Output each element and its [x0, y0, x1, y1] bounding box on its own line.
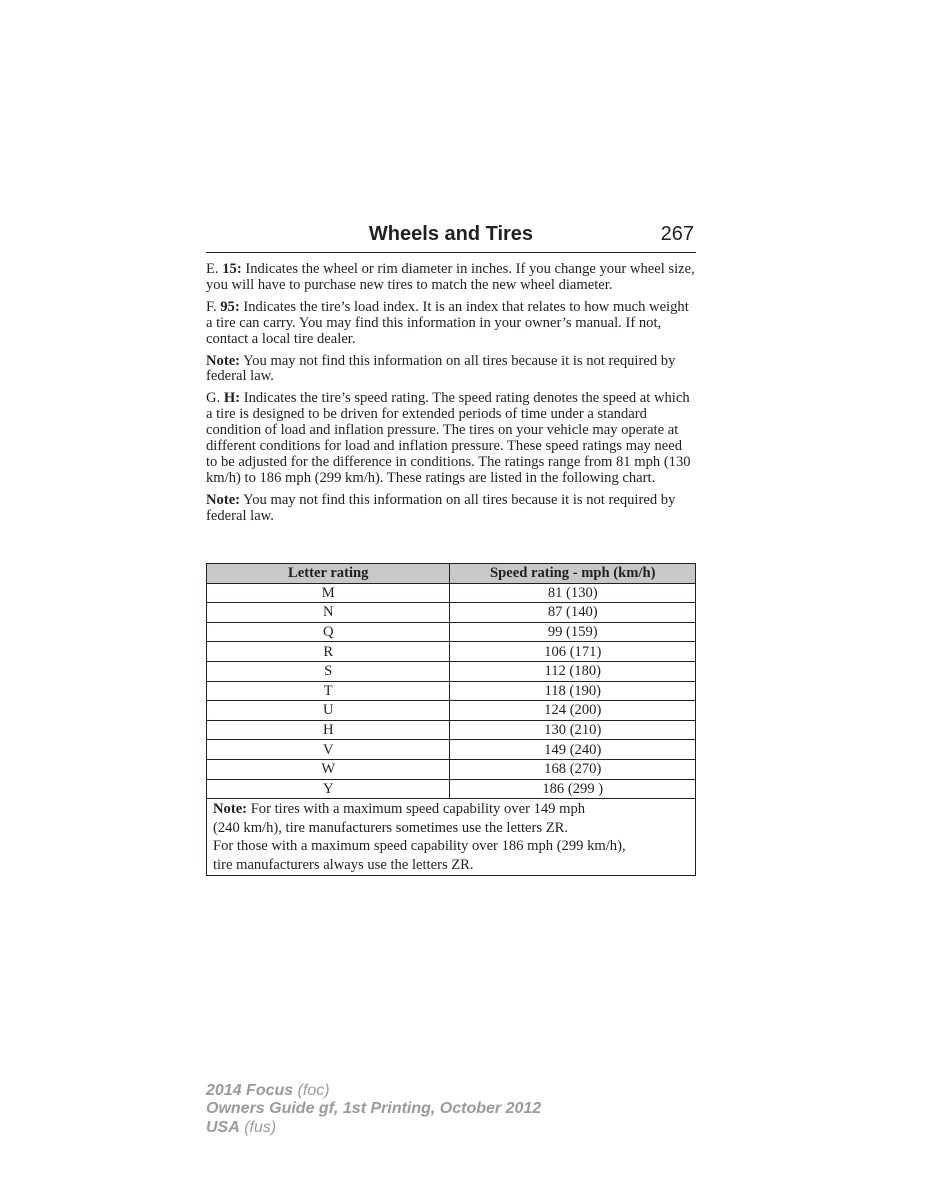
- speed-cell: 124 (200): [450, 701, 696, 721]
- table-row: [207, 642, 696, 662]
- speed-cell: 99 (159): [450, 622, 696, 642]
- letter-cell: U: [207, 701, 450, 721]
- page-footer: [206, 1082, 541, 1137]
- letter-cell: N: [207, 603, 450, 623]
- term-95: 95:: [220, 298, 240, 315]
- letter-cell: Q: [207, 622, 450, 642]
- table-row: [207, 661, 696, 681]
- letter-cell: Y: [207, 779, 450, 799]
- paragraph-g: G. H: Indicates the tire’s speed rating. The speed rating denotes the speed at which a tire is designed to be driven for extended periods of time under a standard condition of load and inflation pressure. The tires on your vehicle may operate at different conditions for load and inflation pressure. These speed ratings may need to be adjusted for the difference in conditions. The ratings range from 81 mph (130 km/h) to 186 mph (299 km/h). These ratings are listed in the following chart.: [206, 390, 691, 486]
- page-header: [206, 222, 696, 253]
- table-header-row: [207, 564, 696, 584]
- table-row: [207, 740, 696, 760]
- paragraph-e: E. 15: Indicates the wheel or rim diameter in inches. If you change your wheel size, you will have to purchase new tires to match the new wheel diameter.: [206, 261, 695, 293]
- speed-cell: 87 (140): [450, 603, 696, 623]
- speed-cell: 106 (171): [450, 642, 696, 662]
- section-title: Wheels and Tires: [368, 223, 534, 245]
- note-label: Note:: [206, 491, 241, 508]
- table-note: Note: For tires with a maximum speed capability over 149 mph (240 km/h), tire manufacturers sometimes use the letters ZR. For those with a maximum speed capability over 186 mph (299 km/h), tire manufacturers always use the letters ZR.: [207, 799, 696, 876]
- table-row: [207, 603, 696, 623]
- table-row: [207, 720, 696, 740]
- speed-cell: 149 (240): [450, 740, 696, 760]
- table-row: [207, 681, 696, 701]
- speed-rating-table: [206, 563, 696, 876]
- letter-cell: M: [207, 583, 450, 603]
- table-row: [207, 583, 696, 603]
- speed-cell: 186 (299 ): [450, 779, 696, 799]
- letter-cell: W: [207, 759, 450, 779]
- note-paragraph-2: Note: You may not find this information on all tires because it is not required by federal law.: [206, 491, 676, 524]
- letter-cell: R: [207, 642, 450, 662]
- note-label: Note:: [213, 801, 248, 818]
- letter-cell: H: [207, 720, 450, 740]
- table-row: [207, 622, 696, 642]
- paragraph-f: F. 95: Indicates the tire’s load index. It is an index that relates to how much weight a tire can carry. You may find this information in your owner’s manual. If not, contact a local tire dealer.: [206, 298, 689, 347]
- speed-cell: 130 (210): [450, 720, 696, 740]
- term-15: 15:: [222, 261, 242, 277]
- letter-cell: S: [207, 661, 450, 681]
- table-note-row: [207, 799, 696, 876]
- footer-line-market: USA (fus): [206, 1118, 277, 1136]
- speed-cell: 112 (180): [450, 661, 696, 681]
- speed-cell: 81 (130): [450, 583, 696, 603]
- table-row: [207, 701, 696, 721]
- speed-cell: 118 (190): [450, 681, 696, 701]
- footer-line-printing: Owners Guide gf, 1st Printing, October 2012: [206, 1100, 542, 1118]
- table-row: [207, 759, 696, 779]
- term-h: H:: [223, 390, 241, 407]
- column-header-letter: Letter rating: [207, 564, 450, 584]
- letter-cell: T: [207, 681, 450, 701]
- body-text: [206, 262, 696, 531]
- letter-cell: V: [207, 740, 450, 760]
- speed-cell: 168 (270): [450, 759, 696, 779]
- column-header-speed: Speed rating - mph (km/h): [450, 564, 696, 584]
- note-paragraph-1: Note: You may not find this information on all tires because it is not required by federal law.: [206, 352, 676, 385]
- table-row: [207, 779, 696, 799]
- footer-line-model: 2014 Focus (foc): [206, 1082, 330, 1099]
- note-label: Note:: [206, 352, 241, 369]
- page-number: 267: [660, 223, 694, 245]
